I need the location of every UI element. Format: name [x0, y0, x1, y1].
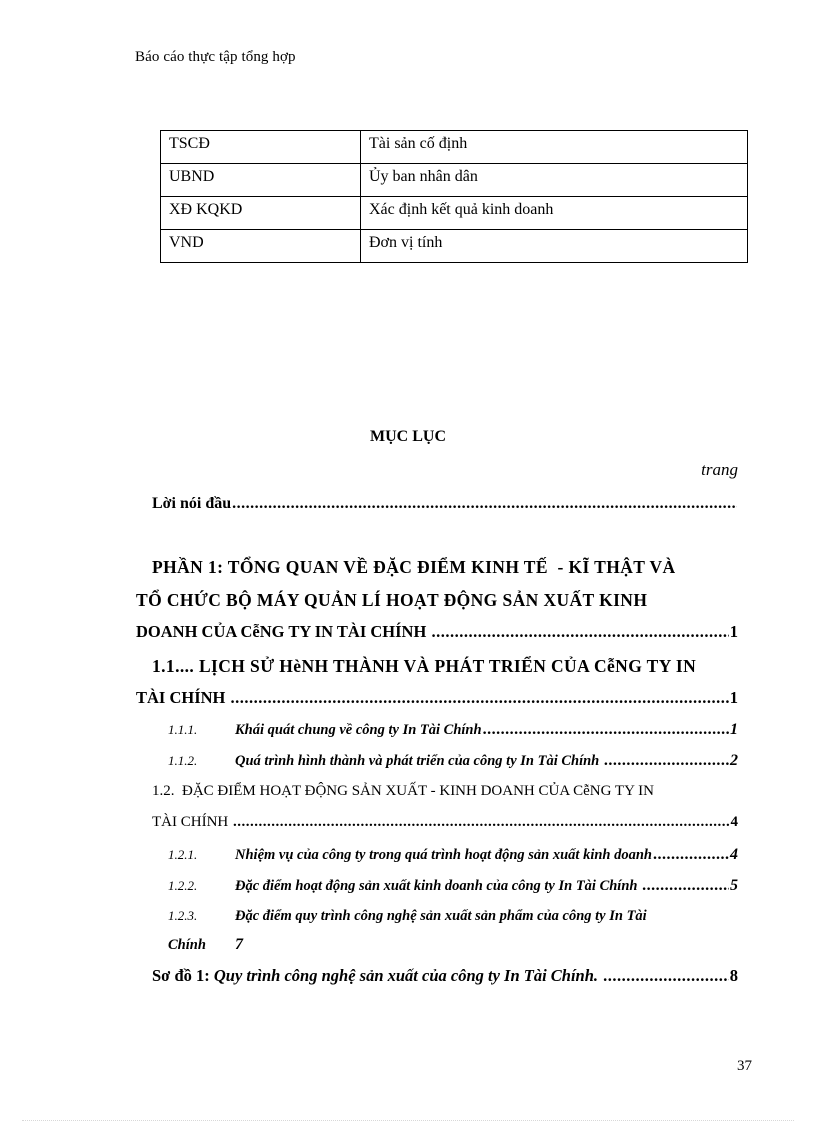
- toc-entry-1-1-2[interactable]: [168, 751, 738, 771]
- table-row: [161, 131, 748, 164]
- toc-entry-title: Quy trình công nghệ sản xuất của công ty In Tài Chính.: [213, 966, 603, 985]
- toc-entry-preface[interactable]: [152, 494, 738, 514]
- toc-page-number: 5: [730, 877, 738, 894]
- toc-entry-title: Lời nói đầu: [152, 495, 232, 512]
- page-number: 37: [737, 1058, 752, 1074]
- meaning-cell: Ủy ban nhân dân: [361, 164, 748, 197]
- table-row: [161, 197, 748, 230]
- toc-entry-1-1-1[interactable]: [168, 720, 738, 740]
- toc-part-line[interactable]: [136, 590, 647, 610]
- abbr-cell: TSCĐ: [161, 131, 361, 164]
- dot-leader: [231, 688, 729, 708]
- toc-page-number: 1: [729, 622, 738, 641]
- page-bottom-rule: [22, 1120, 794, 1121]
- toc-entry-1-1[interactable]: [136, 688, 738, 708]
- toc-entry-title: DOANH CỦA CễNG TY IN TÀI CHÍNH: [136, 622, 431, 641]
- toc-entry-title: Quá trình hình thành và phát triển của công ty In Tài Chính: [235, 753, 603, 769]
- toc-entry-title: 1.1.... LỊCH SỬ HèNH THÀNH VÀ PHÁT TRIỂN CỦA CễNG TY IN: [152, 656, 697, 676]
- dot-leader: [603, 966, 729, 986]
- toc-entry-label: Sơ đồ 1:: [152, 966, 214, 985]
- toc-section-line[interactable]: [152, 781, 654, 801]
- toc-entry-number: 1.2.2.: [168, 878, 198, 893]
- toc-page-number: 1: [729, 688, 738, 707]
- dot-leader: [642, 876, 729, 896]
- running-header: Báo cáo thực tập tổng hợp: [135, 49, 296, 65]
- toc-entry-1-2-1[interactable]: [168, 845, 738, 865]
- meaning-cell: Đơn vị tính: [361, 230, 748, 263]
- toc-entry-title: TỔ CHỨC BỘ MÁY QUẢN LÍ HOẠT ĐỘNG SẢN XUẤT KINH: [136, 590, 648, 610]
- toc-page-number: 4: [730, 814, 738, 830]
- abbr-cell: UBND: [161, 164, 361, 197]
- page-column-label: trang: [701, 460, 738, 479]
- toc-entry-1-2-2[interactable]: [168, 876, 738, 896]
- table-row: [161, 230, 748, 263]
- toc-entry-1-2[interactable]: [152, 812, 738, 832]
- toc-page-number: 7: [235, 936, 243, 953]
- toc-entry-diagram-1[interactable]: [152, 966, 738, 986]
- toc-entry-1-2-3-cont[interactable]: [168, 935, 243, 955]
- toc-page-number: 2: [730, 752, 738, 769]
- toc-entry-number: 1.2.3.: [168, 908, 198, 923]
- toc-entry-number: 1.2.1.: [168, 847, 198, 862]
- toc-title: MỤC LỤC: [370, 428, 446, 445]
- toc-entry-title: Chính: [168, 937, 206, 953]
- toc-entry-part1[interactable]: [136, 622, 738, 642]
- toc-entry-1-2-3[interactable]: [168, 906, 647, 926]
- abbr-cell: XĐ KQKD: [161, 197, 361, 230]
- toc-section-line[interactable]: [152, 656, 696, 676]
- toc-entry-title: PHẦN 1: TỔNG QUAN VỀ ĐẶC ĐIỂM KINH TẾ - KĨ THẬT VÀ: [152, 557, 676, 577]
- meaning-cell: Tài sản cố định: [361, 131, 748, 164]
- toc-entry-title: TÀI CHÍNH: [136, 688, 230, 707]
- toc-part-line[interactable]: [152, 557, 676, 577]
- dot-leader: [604, 751, 729, 771]
- toc-entry-title: 1.2. ĐẶC ĐIỂM HOẠT ĐỘNG SẢN XUẤT - KINH DOANH CỦA CễNG TY IN: [152, 783, 654, 799]
- toc-entry-number: 1.1.2.: [168, 753, 198, 768]
- abbreviation-table: [160, 130, 748, 263]
- meaning-cell: Xác định kết quả kinh doanh: [361, 197, 748, 230]
- toc-page-number: 4: [730, 846, 738, 863]
- abbr-cell: VND: [161, 230, 361, 263]
- toc-entry-title: TÀI CHÍNH: [152, 814, 232, 830]
- dot-leader: [431, 622, 728, 642]
- dot-leader: [483, 720, 729, 740]
- dot-leader: [233, 812, 730, 832]
- toc-entry-title: Nhiệm vụ của công ty trong quá trình hoạt động sản xuất kinh doanh: [235, 847, 652, 863]
- table-row: [161, 164, 748, 197]
- dot-leader: [653, 845, 729, 865]
- toc-entry-title: Đặc điểm hoạt động sản xuất kinh doanh của công ty In Tài Chính: [235, 878, 642, 894]
- toc-page-number: 8: [729, 966, 738, 985]
- toc-entry-title: Đặc điểm quy trình công nghệ sản xuất sản phẩm của công ty In Tài: [235, 908, 647, 924]
- toc-entry-number: 1.1.1.: [168, 722, 198, 737]
- toc-entry-title: Khái quát chung về công ty In Tài Chính: [235, 722, 482, 738]
- dot-leader: [232, 494, 737, 514]
- toc-page-number: 1: [730, 721, 738, 738]
